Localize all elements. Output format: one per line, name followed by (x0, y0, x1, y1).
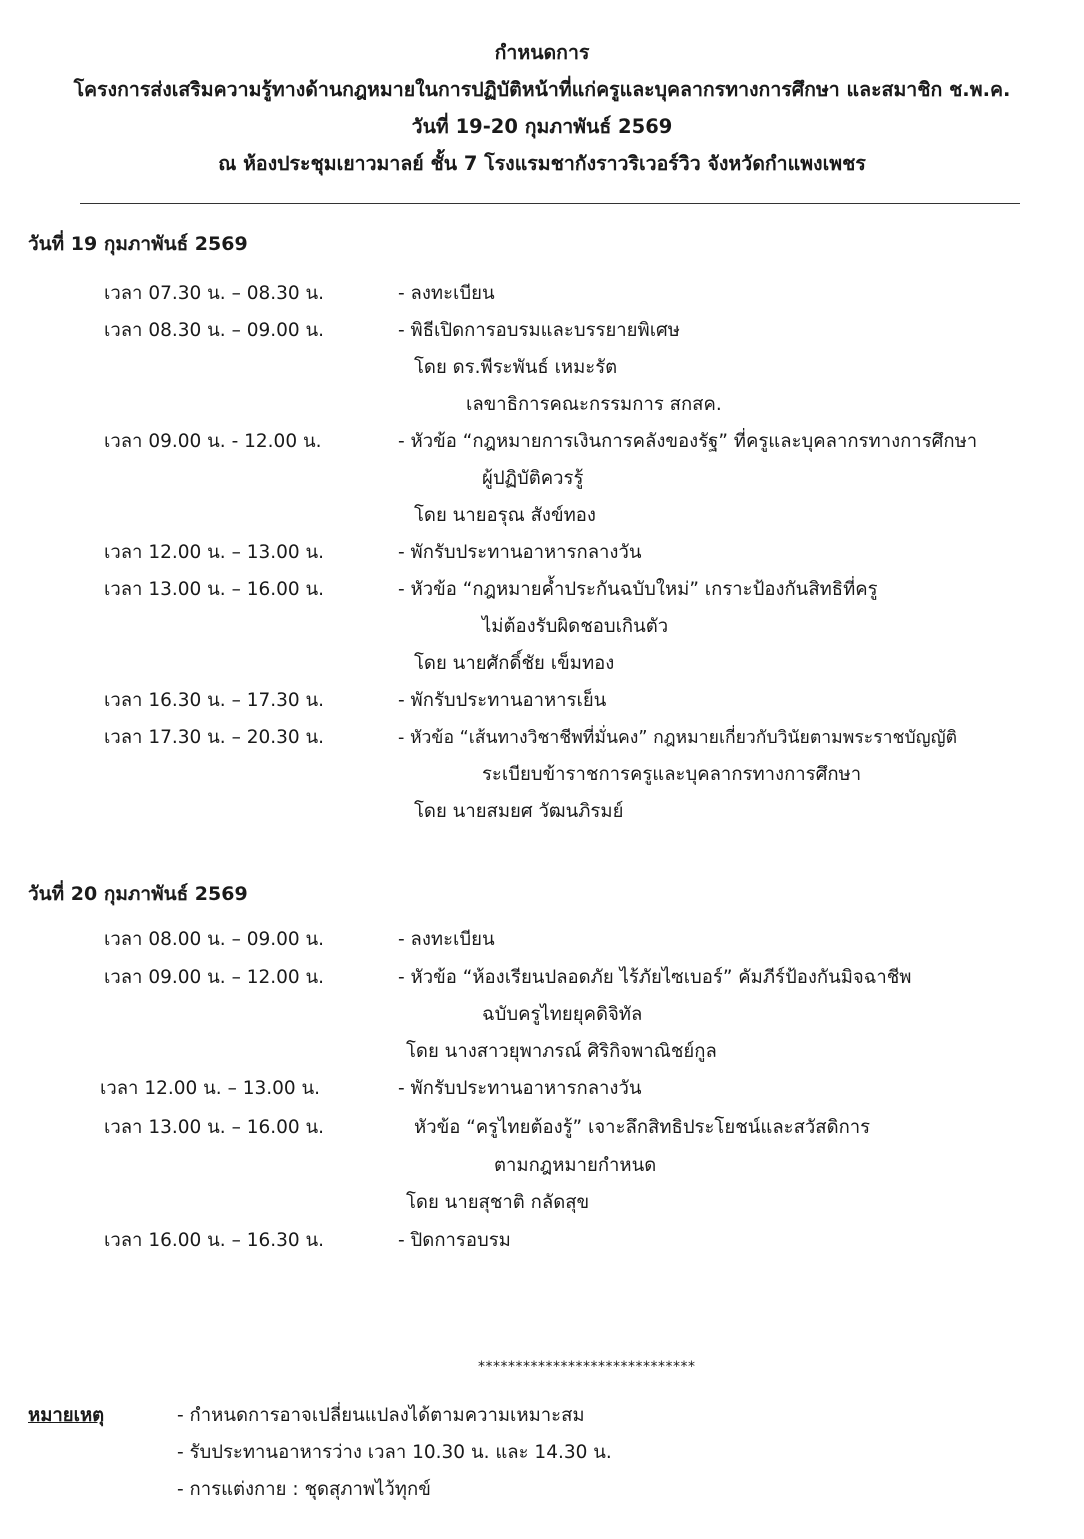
day2-title: วันที่ 20 กุมภาพันธ์ 2569 (28, 883, 248, 905)
schedule-time: เวลา 07.30 น. – 08.30 น. (104, 283, 325, 304)
event-venue: ณ ห้องประชุมเยาวมาลย์ ชั้น 7 โรงแรมชากังราวริเวอร์วิว จังหวัดกำแพงเพชร (218, 152, 866, 175)
section-separator: ***************************** (478, 1359, 696, 1375)
schedule-row (0, 1110, 1084, 1146)
schedule-row (0, 1223, 1084, 1259)
schedule-time: เวลา 09.00 น. - 12.00 น. (104, 431, 322, 452)
schedule-desc: - หัวข้อ “ห้องเรียนปลอดภัย ไร้ภัยไซเบอร์” คัมภีร์ป้องกันมิจฉาชีพ (398, 967, 912, 988)
topic-continuation: ระเบียบข้าราชการครูและบุคลากรทางการศึกษา (482, 764, 862, 785)
topic-continuation: ไม่ต้องรับผิดชอบเกินตัว (482, 616, 669, 637)
schedule-desc: - ลงทะเบียน (398, 929, 495, 950)
schedule-desc: - พักรับประทานอาหารกลางวัน (398, 542, 642, 563)
schedule-time: เวลา 17.30 น. – 20.30 น. (104, 727, 325, 748)
speaker: โดย นายศักดิ์ชัย เข็มทอง (414, 653, 615, 674)
schedule-time: เวลา 08.30 น. – 09.00 น. (104, 320, 325, 341)
schedule-row (0, 922, 1084, 958)
schedule-desc: - พักรับประทานอาหารเย็น (398, 690, 607, 711)
schedule-desc: - พิธีเปิดการอบรมและบรรยายพิเศษ (398, 320, 680, 341)
schedule-desc: - หัวข้อ “กฎหมายค้ำประกันฉบับใหม่” เกราะป้องกันสิทธิที่ครู (398, 579, 878, 600)
topic-continuation: ตามกฎหมายกำหนด (494, 1155, 657, 1176)
speaker: โดย นายสุชาติ กลัดสุข (406, 1192, 590, 1213)
schedule-row (0, 683, 1084, 719)
schedule-time: เวลา 16.30 น. – 17.30 น. (104, 690, 325, 711)
schedule-time: เวลา 12.00 น. – 13.00 น. (104, 542, 325, 563)
day1-title: วันที่ 19 กุมภาพันธ์ 2569 (28, 233, 248, 255)
document-header (0, 34, 1084, 182)
note-item: - รับประทานอาหารว่าง เวลา 10.30 น. และ 14.30 น. (177, 1442, 612, 1463)
note-item: - การแต่งกาย : ชุดสุภาพไว้ทุกข์ (177, 1479, 431, 1500)
schedule-time: เวลา 09.00 น. – 12.00 น. (104, 967, 325, 988)
schedule-row (0, 313, 1084, 349)
topic-continuation: ผู้ปฏิบัติควรรู้ (482, 468, 584, 489)
speaker: โดย ดร.พีระพันธ์ เหมะรัต (414, 357, 618, 378)
schedule-row (0, 572, 1084, 608)
schedule-row (0, 720, 1084, 756)
event-date: วันที่ 19-20 กุมภาพันธ์ 2569 (411, 115, 673, 138)
schedule-desc: - ลงทะเบียน (398, 283, 495, 304)
schedule-row (0, 1071, 1084, 1107)
topic-continuation: ฉบับครูไทยยุคดิจิทัล (482, 1004, 643, 1025)
speaker: โดย นายสมยศ วัฒนภิรมย์ (414, 801, 624, 822)
speaker: โดย นางสาวยุพาภรณ์ ศิริกิจพาณิชย์กูล (406, 1041, 717, 1062)
schedule-time: เวลา 13.00 น. – 16.00 น. (104, 1117, 325, 1138)
schedule-desc: - ปิดการอบรม (398, 1230, 511, 1251)
schedule-time: เวลา 08.00 น. – 09.00 น. (104, 929, 325, 950)
project-name: โครงการส่งเสริมความรู้ทางด้านกฎหมายในการปฏิบัติหน้าที่แก่ครูและบุคลากรทางการศึกษา และสมาชิก ช.พ.ค. (73, 78, 1011, 101)
schedule-desc: - หัวข้อ “เส้นทางวิชาชีพที่มั่นคง” กฎหมายเกี่ยวกับวินัยตามพระราชบัญญัติ (398, 728, 958, 748)
speaker-role: เลขาธิการคณะกรรมการ สกสค. (466, 394, 722, 415)
schedule-row (0, 535, 1084, 571)
schedule-time: เวลา 13.00 น. – 16.00 น. (104, 579, 325, 600)
note-item: - กำหนดการอาจเปลี่ยนแปลงได้ตามความเหมาะสม (177, 1405, 585, 1426)
schedule-row (0, 424, 1084, 460)
speaker: โดย นายอรุณ สังข์ทอง (414, 505, 596, 526)
schedule-time: เวลา 12.00 น. – 13.00 น. (100, 1078, 321, 1099)
notes-label: หมายเหตุ (28, 1405, 105, 1426)
schedule-desc: - พักรับประทานอาหารกลางวัน (398, 1078, 642, 1099)
schedule-time: เวลา 16.00 น. – 16.30 น. (104, 1230, 325, 1251)
schedule-row (0, 960, 1084, 996)
schedule-desc: - หัวข้อ “กฎหมายการเงินการคลังของรัฐ” ที่ครูและบุคลากรทางการศึกษา (398, 431, 978, 452)
header-divider (80, 203, 1020, 204)
schedule-row (0, 276, 1084, 312)
document-title: กำหนดการ (494, 41, 590, 64)
schedule-desc: หัวข้อ “ครูไทยต้องรู้” เจาะลึกสิทธิประโยชน์และสวัสดิการ (414, 1117, 871, 1138)
